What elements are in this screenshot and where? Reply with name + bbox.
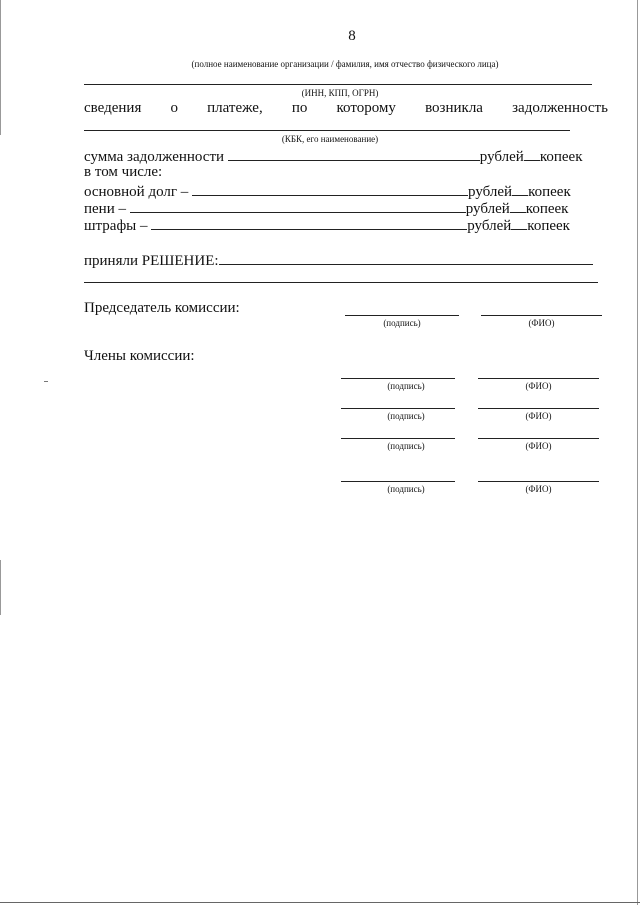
member-signature-line[interactable] [341,408,455,409]
payment-word: платеже, [207,100,263,116]
kopecks-label: копеек [525,201,569,217]
debt-sum-field[interactable] [228,146,480,161]
member-signature-caption: (подпись) [387,441,425,451]
member-signature-caption: (подпись) [387,381,425,391]
member-fio-line[interactable] [478,438,599,439]
member-signature-caption: (подпись) [387,411,425,421]
member-signature-caption: (подпись) [387,484,425,494]
organization-caption: (полное наименование организации / фамилия, имя отчество физического лица) [191,59,499,69]
page-number: 8 [348,28,356,44]
member-fio-caption: (ФИО) [525,441,552,451]
member-fio-line[interactable] [478,378,599,379]
members-label: Члены комиссии: [84,348,195,364]
chairman-signature-line[interactable] [345,315,459,316]
inn-line [84,84,592,85]
fines-row [84,215,570,235]
fines-label: штрафы – [84,218,148,234]
member-signature-line[interactable] [341,378,455,379]
rubles-label: рублей [465,201,510,217]
kopecks-field[interactable] [524,146,540,161]
principal-label: основной долг – [84,184,189,200]
inn-caption: (ИНН, КПП, ОГРН) [301,88,379,98]
rubles-label: рублей [479,149,524,165]
payment-info-row [84,100,608,117]
debt-sum-label: сумма задолженности [84,149,225,165]
kopecks-label: копеек [528,184,571,200]
stray-mark [44,381,48,382]
member-fio-caption: (ФИО) [525,484,552,494]
kbk-caption: (КБК, его наименование) [281,134,379,144]
kbk-line [84,130,570,131]
payment-word: которому [336,100,396,116]
left-page-edge [0,0,1,135]
member-fio-line[interactable] [478,408,599,409]
kopecks-label: копеек [527,218,570,234]
bottom-page-edge [0,902,640,903]
decision-label: приняли РЕШЕНИЕ: [84,253,219,269]
member-fio-caption: (ФИО) [525,411,552,421]
chairman-fio-line[interactable] [481,315,602,316]
payment-word: по [291,100,308,116]
kopecks-field[interactable] [510,198,526,213]
payment-word: возникла [425,100,483,116]
principal-field[interactable] [192,181,468,196]
kopecks-field[interactable] [512,181,528,196]
member-signature-line[interactable] [341,438,455,439]
payment-word: задолженность [512,100,608,116]
decision-field[interactable] [219,250,593,265]
payment-word: о [170,100,178,116]
debt-sum-row [84,146,583,166]
penalty-label: пени – [84,201,126,217]
member-fio-line[interactable] [478,481,599,482]
chairman-label: Председатель комиссии: [84,300,240,316]
rubles-label: рублей [468,184,513,200]
including-label: в том числе: [84,164,163,180]
kopecks-field[interactable] [511,215,527,230]
kopecks-label: копеек [539,149,583,165]
payment-word: сведения [84,100,142,116]
fines-field[interactable] [151,215,467,230]
rubles-label: рублей [467,218,512,234]
decision-row [84,250,593,270]
chairman-signature-caption: (подпись) [383,318,421,328]
chairman-fio-caption: (ФИО) [528,318,555,328]
member-fio-caption: (ФИО) [525,381,552,391]
penalty-field[interactable] [130,198,466,213]
decision-line-2 [84,282,598,283]
left-page-edge-lower [0,560,1,615]
right-page-edge [637,0,638,905]
member-signature-line[interactable] [341,481,455,482]
